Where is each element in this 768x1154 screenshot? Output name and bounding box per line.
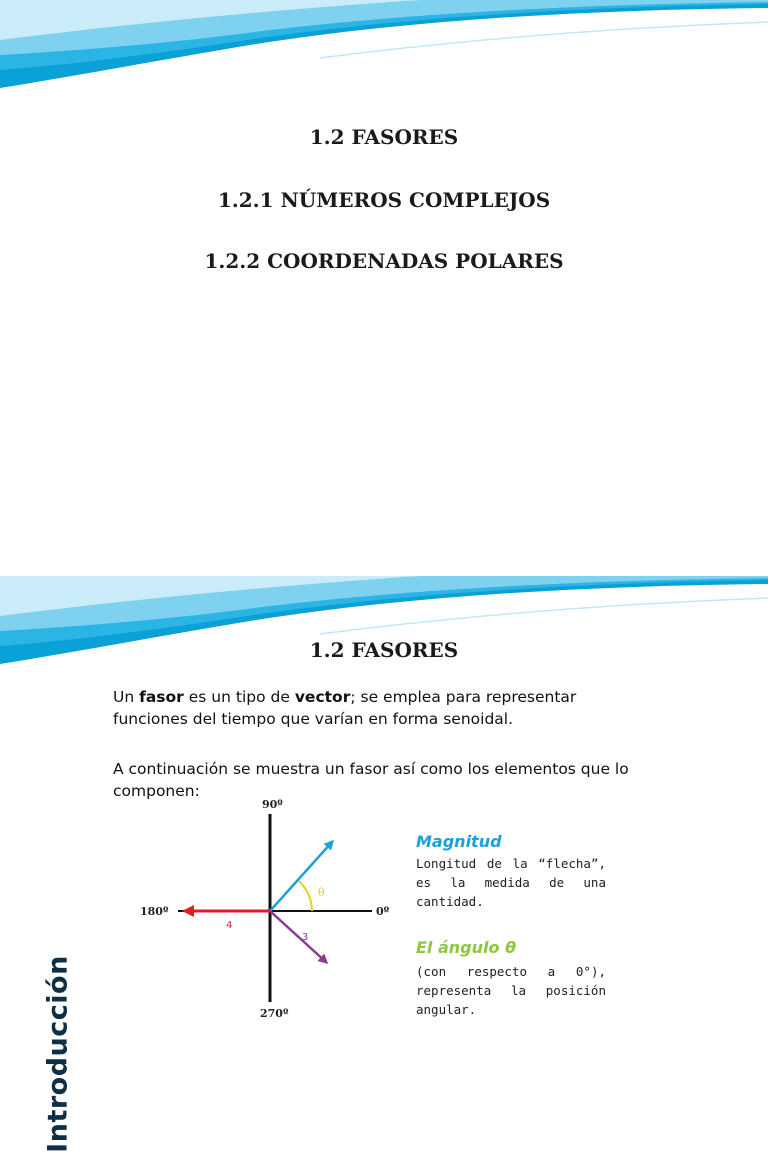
paragraph-definition [113,686,633,730]
label-theta: θ [318,886,325,899]
text-span: es un tipo de [183,688,295,706]
title-fasores: 1.2 FASORES [309,125,459,149]
label-180: 180º [140,905,169,918]
slide-title: 1.2 FASORES [309,638,459,662]
slide-2 [0,576,768,1153]
side-label-introduccion [38,954,78,1154]
label-3: 3 [302,932,309,943]
angulo-text: (con respecto a 0°), representa la posición angular. [416,964,606,1017]
bold-fasor: fasor [139,688,184,706]
title-numeros-complejos: 1.2.1 NÚMEROS COMPLEJOS [217,188,551,212]
label-270: 270º [260,1007,289,1020]
label-90: 90º [262,798,283,811]
angulo-title: El ángulo θ [416,938,517,957]
purple-vector [270,911,326,962]
magnitude-vector [270,842,332,911]
text-span: ; se emplea para representar funciones del tiempo que varían en forma senoidal. [113,688,577,728]
slide-1 [0,0,768,512]
magnitud-text: Longitud de la “flecha”, es la medida de una cantidad. [416,856,606,909]
phasor-diagram [140,792,402,1024]
text-span: Un [113,688,140,706]
magnitud-title: Magnitud [416,832,502,851]
label-4: 4 [226,920,233,931]
title-coordenadas-polares: 1.2.2 COORDENADAS POLARES [204,249,564,273]
bold-vector: vector [294,688,351,706]
angle-arc [299,881,312,911]
side-label-text: Introducción [42,955,74,1153]
label-0: 0º [376,905,390,918]
paragraph-intro-diagram: A continuación se muestra un fasor así como los elementos que lo componen: [113,760,629,800]
header-wave-decoration [0,0,768,90]
